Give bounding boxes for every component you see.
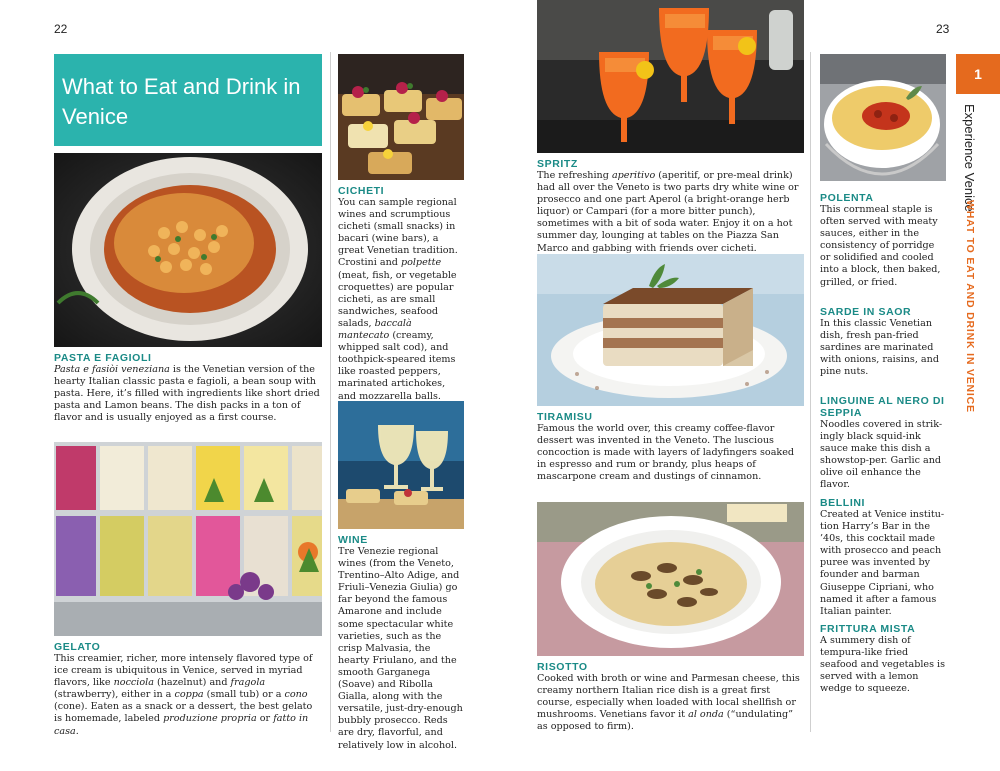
- section-body-spritz: The refreshing aperitivo (aperitif, or pre-meal drink) had all over the Veneto is two parts dry white wine or prosecco and one part Aperol (a bright-orange herb liquor) or Campari (for a more bitter punch), sometimes with a bit of soda water. Enjoy it on a hot summer day, lounging at tables on the Piazza San Marco and gabbing with friends over cicheti.: [537, 170, 799, 254]
- section-body-gelato: This creamier, richer, more intensely flavored type of ice cream is ubiquitous in Venice, served in myriad flavors, like nocciola (hazelnut) and fragola (strawberry), either in a coppa (small tub) or a cono (cone). Eaten as a snack or a dessert, the best gelato is homemade, labeled produzione propria or fatto in casa.: [54, 653, 313, 737]
- section-heading-sarde: SARDE IN SAOR: [820, 306, 912, 318]
- section-body-bellini: Created at Venice institu-tion Harry’s Bar in the ’40s, this cocktail made with prosecco and peach puree was invented by founder and barman Giuseppe Cipriani, who named it after a famous Italian painter.: [820, 509, 945, 617]
- section-heading-frittura: FRITTURA MISTA: [820, 623, 916, 635]
- section-heading-linguine: LINGUINE AL NERO DI SEPPIA: [820, 395, 945, 419]
- page-number-left: 22: [54, 22, 68, 36]
- section-body-wine: Tre Venezie regional wines (from the Veneto, Trentino–Alto Adige, and Friuli–Venezia Giulia) go far beyond the famous Amarone and include some spectacular white varieties, such as the crisp Malvasia, the hearty Friulano, and the smooth Garganega (Soave) and Ribolla Gialla, along with the versatile, just-dry-enough bubbly prosecco. Reds are dry, flavorful, and relatively low in alcohol.: [338, 546, 463, 751]
- chapter-number-tab: 1: [956, 54, 1000, 94]
- section-heading-bellini: BELLINI: [820, 497, 866, 509]
- pasta-bowl-photo: [54, 153, 322, 347]
- spritz-glasses-photo: [537, 0, 804, 153]
- section-heading-cicheti: CICHETI: [338, 185, 385, 197]
- cicheti-photo: [338, 54, 464, 180]
- section-body-polenta: This cornmeal staple is often served with meaty sauces, either in the consistency of porridge or solidified and cooled into a block, then baked, grilled, or fried.: [820, 204, 941, 288]
- section-heading-tiramisu: TIRAMISU: [537, 411, 593, 423]
- section-heading-gelato: GELATO: [54, 641, 101, 653]
- risotto-photo: [537, 502, 804, 656]
- wine-glasses-photo: [338, 401, 464, 529]
- section-body-sarde: In this classic Venetian dish, fresh pan-fried sardines are marinated with onions, raisins, and pine nuts.: [820, 318, 939, 378]
- column-divider: [810, 52, 811, 732]
- column-divider: [330, 52, 331, 732]
- section-body-tiramisu: Famous the world over, this creamy coffee-flavor dessert was invented in the Veneto. The luscious concoction is made with layers of ladyfingers soaked in espresso and rum or brandy, plus heaps of mascarpone cream and dustings of cinnamon.: [537, 423, 795, 483]
- section-heading-spritz: SPRITZ: [537, 158, 578, 170]
- chapter-name: Experience Venice: [962, 104, 977, 212]
- section-body-pasta: Pasta e fasiòi veneziana is the Venetian version of the hearty Italian classic pasta e fagioli, a bean soup with pasta. Here, it’s filled with ingredients like short dried pasta and Lamon beans. The dish packs in a ton of flavor and is usually enjoyed as a first course.: [54, 364, 320, 424]
- section-heading-risotto: RISOTTO: [537, 661, 588, 673]
- section-heading-polenta: POLENTA: [820, 192, 874, 204]
- section-body-risotto: Cooked with broth or wine and Parmesan cheese, this creamy northern Italian rice dish is a great first course, especially when loaded with local shellfish or mushrooms. Venetians favor it al onda (“undulating” as opposed to firm).: [537, 673, 800, 733]
- section-heading-pasta: PASTA E FAGIOLI: [54, 352, 152, 364]
- section-body-frittura: A summery dish of tempura-like fried seafood and vegetables is served with a lemon wedge to squeeze.: [820, 635, 946, 695]
- section-heading-wine: WINE: [338, 534, 368, 546]
- section-body-linguine: Noodles covered in strik-ingly black squid-ink sauce make this dish a showstop-per. Garlic and olive oil enhance the flavor.: [820, 419, 943, 491]
- page-title: What to Eat and Drink in Venice: [54, 54, 322, 146]
- section-body-cicheti: You can sample regional wines and scrumptious cicheti (small snacks) in bacari (wine bars), a great Venetian tradition. Crostini and polpette (meat, fish, or vegetable croquettes) are popular cicheti, as are small sandwiches, seafood salads, baccalà mantecato (creamy, whipped salt cod), and toothpick-speared items like roasted peppers, marinated artichokes, and mozzarella balls.: [338, 197, 458, 402]
- page-number-right: 23: [936, 22, 950, 36]
- polenta-photo: [820, 54, 946, 181]
- chapter-section-label: WHAT TO EAT AND DRINK IN VENICE: [964, 200, 976, 413]
- gelato-display-photo: [54, 442, 322, 636]
- tiramisu-photo: [537, 254, 804, 406]
